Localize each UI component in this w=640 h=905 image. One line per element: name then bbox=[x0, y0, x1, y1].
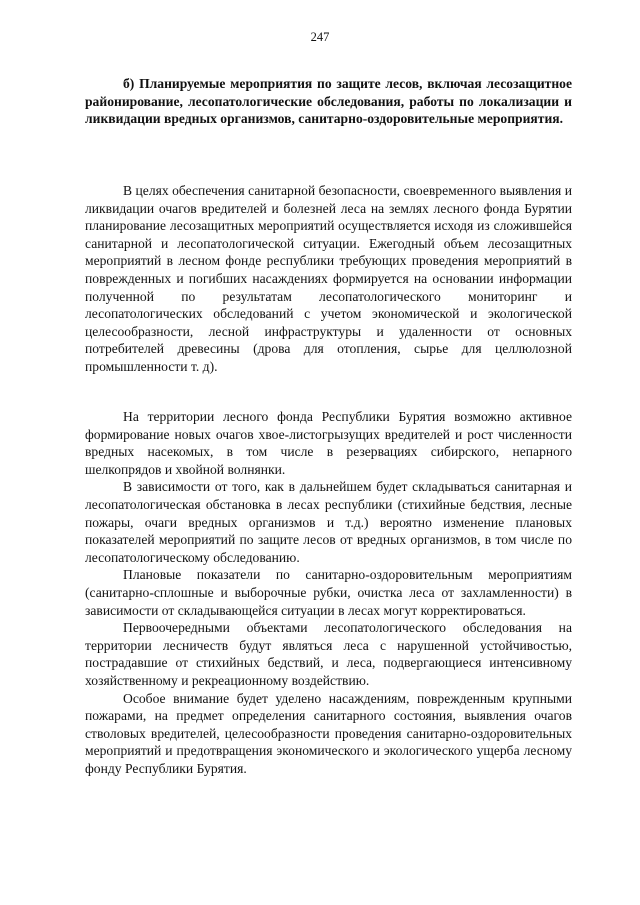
intro-text-block bbox=[85, 182, 572, 376]
section-heading: б) Планируемые мероприятия по защите лесов, включая лесозащитное районирование, лесопатологические обследования, работы по локализации и ликвидации вредных организмов, санитарно-оздоровительные мероприятия. bbox=[85, 76, 572, 126]
paragraph-priority-objects: Первоочередными объектами лесопатологического обследования на территории лесничеств будут являться леса с нарушенной устойчивостью, пострадавшие от стихийных бедствий, и леса, подвергающиеся интенсивному хозяйственному и рекреационному воздействию. bbox=[85, 620, 572, 688]
main-text-block bbox=[85, 408, 572, 777]
page-number: 247 bbox=[310, 30, 330, 44]
paragraph-fire-damage: Особое внимание будет уделено насаждениям, поврежденным крупными пожарами, на предмет определения санитарного состояния, выявления очагов стволовых вредителей, целесообразности проведения санитарно-оздоровительных мероприятий и предотвращения экономического и экологического ущерба лесному фонду Республики Бурятия. bbox=[85, 690, 572, 776]
paragraph-plan-changes: В зависимости от того, как в дальнейшем будет складываться санитарная и лесопатологическая обстановка в лесах республики (стихийные бедствия, лесные пожары, очаги вредных организмов и т.д.) вероятно изменение плановых показателей мероприятий по защите лесов от вредных организмов, в том числе по лесопатологическому обследованию. bbox=[85, 479, 572, 565]
paragraph-planned-indicators: Плановые показатели по санитарно-оздоровительным мероприятиям (санитарно-сплошные и выборочные рубки, очистка леса от захламленности) в зависимости от складывающейся ситуации в лесах могут корректироваться. bbox=[85, 567, 572, 618]
paragraph-sanitary-safety: В целях обеспечения санитарной безопасности, своевременного выявления и ликвидации очагов вредителей и болезней леса на землях лесного фонда Бурятии планирование лесозащитных мероприятий осуществляется исходя из сложившейся санитарной и лесопатологической ситуации. Ежегодный объем лесозащитных мероприятий в лесном фонде республики требующих проведения мероприятий в поврежденных и погибших насаждениях формируется на основании информации полученной по результатам лесопатологического мониторинг и лесопатологических обследований с учетом экономической и экологической целесообразности, лесной инфраструктуры и удаленности от основных потребителей древесины (дрова для отопления, сырье для целлюлозной промышленности т. д). bbox=[85, 183, 572, 374]
paragraph-pest-outbreaks: На территории лесного фонда Республики Бурятия возможно активное формирование новых очагов хвое-листогрызущих вредителей и рост численности вредных насекомых, в том числе в резервациях сибирского, непарного шелкопрядов и хвойной волнянки. bbox=[85, 409, 572, 477]
